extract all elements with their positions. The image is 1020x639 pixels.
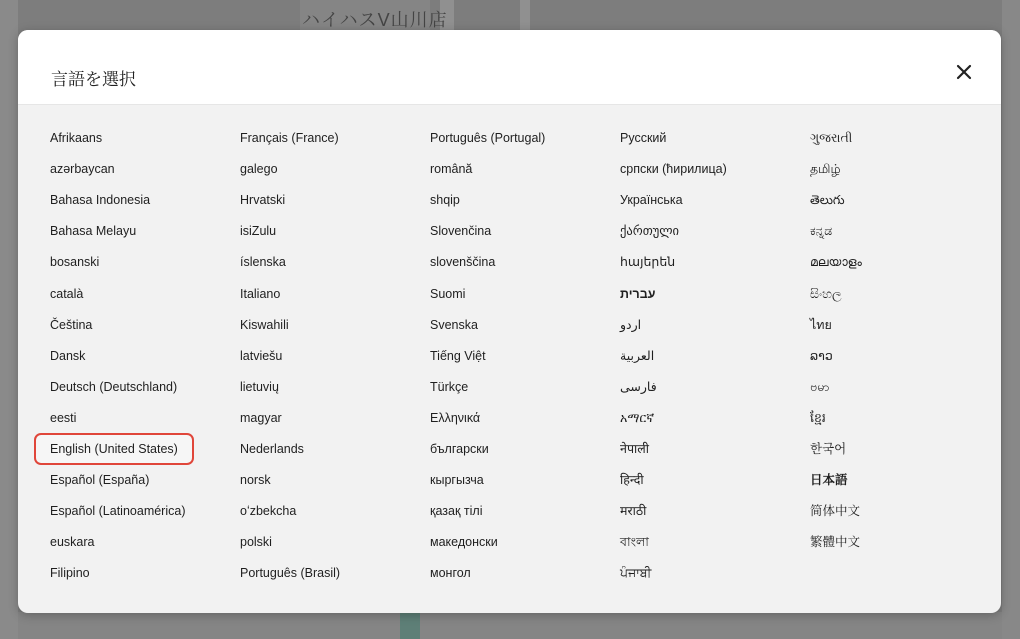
language-option[interactable]: हिन्दी <box>620 473 644 488</box>
language-option[interactable]: Svenska <box>430 317 478 332</box>
language-option[interactable]: Filipino <box>50 566 90 581</box>
language-option[interactable]: Nederlands <box>240 442 304 456</box>
language-option[interactable]: Français (France) <box>240 131 339 145</box>
language-select-dialog <box>18 30 1001 613</box>
language-option[interactable]: Deutsch (Deutschland) <box>50 379 178 394</box>
language-option[interactable]: മലയാളം <box>810 255 862 270</box>
language-option[interactable]: ລາວ <box>810 348 833 363</box>
language-option[interactable]: తెలుగు <box>810 193 845 208</box>
language-option[interactable]: galego <box>240 162 278 177</box>
language-option[interactable]: Українська <box>620 193 683 208</box>
language-option[interactable]: Türkçe <box>430 379 469 394</box>
language-option[interactable]: shqip <box>430 193 460 208</box>
language-option[interactable]: ქართული <box>620 224 680 239</box>
map-road <box>0 0 18 639</box>
language-option[interactable]: norsk <box>240 473 271 488</box>
language-option[interactable]: עברית <box>620 286 656 301</box>
language-option[interactable]: қазақ тілі <box>430 504 483 519</box>
language-option[interactable]: кыргызча <box>430 473 484 488</box>
language-option[interactable]: latviešu <box>240 348 283 363</box>
language-option[interactable]: नेपाली <box>620 442 649 456</box>
language-option[interactable]: 日本語 <box>810 473 848 488</box>
language-option[interactable]: polski <box>240 535 272 550</box>
language-option[interactable]: Afrikaans <box>50 131 103 145</box>
language-option[interactable]: Italiano <box>240 286 281 301</box>
language-option[interactable]: සිංහල <box>810 286 842 301</box>
language-option[interactable]: தமிழ் <box>810 162 841 177</box>
language-option[interactable]: ខ្មែរ <box>810 410 826 425</box>
close-button[interactable] <box>946 54 982 90</box>
language-option[interactable]: 简体中文 <box>810 504 861 519</box>
language-option[interactable]: српски (ћирилица) <box>620 162 727 177</box>
language-option[interactable]: العربية <box>620 348 655 363</box>
language-option[interactable]: Español (España) <box>50 473 150 488</box>
language-option[interactable]: eesti <box>50 410 77 425</box>
language-option[interactable]: ਪੰਜਾਬੀ <box>620 566 652 581</box>
language-option[interactable]: euskara <box>50 535 95 550</box>
language-option[interactable]: اردو <box>620 317 642 332</box>
language-option[interactable]: አማርኛ <box>620 410 655 425</box>
language-option[interactable]: հայերեն <box>620 255 676 270</box>
language-option[interactable]: Suomi <box>430 286 466 301</box>
language-option[interactable]: magyar <box>240 410 282 425</box>
language-option[interactable]: Русский <box>620 131 667 145</box>
language-option[interactable]: Português (Brasil) <box>240 566 341 581</box>
language-option[interactable]: Español (Latinoamérica) <box>50 504 186 519</box>
language-option[interactable]: isiZulu <box>240 224 277 239</box>
language-option[interactable]: български <box>430 442 489 456</box>
language-option[interactable]: íslenska <box>240 255 286 270</box>
language-option[interactable]: Hrvatski <box>240 193 286 208</box>
language-option[interactable]: azərbaycan <box>50 162 115 177</box>
language-option[interactable]: slovenščina <box>430 255 496 270</box>
map-road <box>1002 0 1020 639</box>
map-road <box>0 612 1020 639</box>
language-option[interactable]: ไทย <box>810 317 832 332</box>
language-option[interactable]: Dansk <box>50 348 86 363</box>
language-option[interactable]: Čeština <box>50 317 93 332</box>
dialog-title: 言語を選択 <box>51 70 136 89</box>
language-option[interactable]: 繁體中文 <box>810 535 861 550</box>
language-option[interactable]: монгол <box>430 566 471 581</box>
dialog-header <box>18 30 1001 105</box>
language-option[interactable]: català <box>50 286 84 301</box>
close-icon <box>946 54 982 90</box>
language-option[interactable]: Kiswahili <box>240 317 289 332</box>
language-option[interactable]: فارسی <box>620 379 657 394</box>
language-option[interactable]: 한국어 <box>810 442 847 456</box>
language-option[interactable]: English (United States) <box>36 435 192 463</box>
language-option[interactable]: македонски <box>430 535 498 550</box>
language-option[interactable]: oʻzbekcha <box>240 504 297 519</box>
language-option[interactable]: বাংলা <box>620 535 649 550</box>
map-road <box>400 612 420 639</box>
language-option[interactable]: ગુજરાતી <box>810 131 853 145</box>
language-option[interactable]: Slovenčina <box>430 224 492 239</box>
map-road <box>520 0 530 30</box>
language-option[interactable]: română <box>430 162 473 177</box>
language-option[interactable]: bosanski <box>50 255 100 270</box>
language-option[interactable]: Bahasa Indonesia <box>50 193 151 208</box>
language-option[interactable]: Tiếng Việt <box>430 348 486 363</box>
language-option[interactable]: lietuvių <box>240 379 279 394</box>
language-option[interactable]: Português (Portugal) <box>430 131 546 145</box>
language-option[interactable]: ಕನ್ನಡ <box>810 224 833 239</box>
language-option[interactable]: Ελληνικά <box>430 410 481 425</box>
map-place-label: ハイハスV山川店 <box>302 10 448 30</box>
language-option[interactable]: Bahasa Melayu <box>50 224 137 239</box>
language-option[interactable]: ဗမာ <box>810 379 830 394</box>
language-option[interactable]: मराठी <box>620 504 647 519</box>
